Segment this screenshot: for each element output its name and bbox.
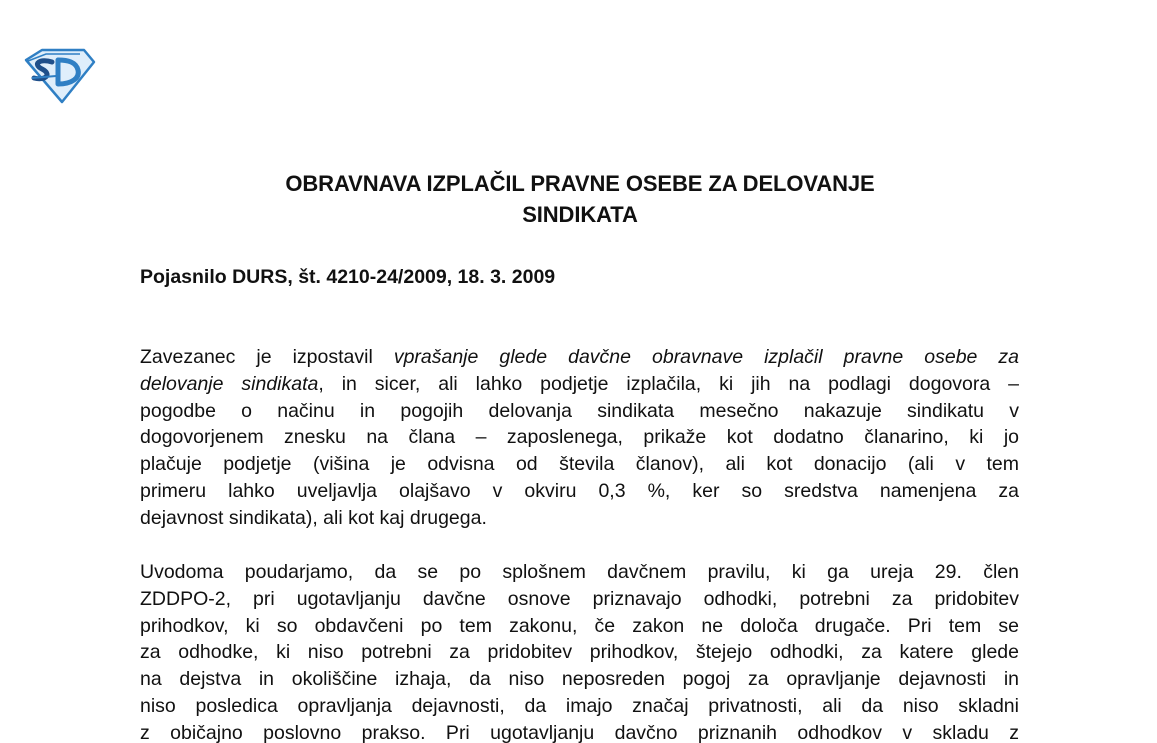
paragraph-line: delovanje sindikata, in sicer, ali lahko podjetje izplačila, ki jih na podlagi dogovora – (140, 372, 1019, 395)
document-title (140, 168, 1020, 230)
paragraph-line: Uvodoma poudarjamo, da se po splošnem davčnem pravilu, ki ga ureja 29. člen (140, 561, 1019, 583)
title-line-1: OBRAVNAVA IZPLAČIL PRAVNE OSEBE ZA DELOVANJE (285, 171, 875, 196)
title-line-2: SINDIKATA (522, 202, 638, 227)
paragraph-explanation (140, 559, 1019, 743)
paragraph-line: dejavnost sindikata), ali kot kaj drugega. (140, 506, 487, 529)
paragraph-line: plačuje podjetje (višina je odvisna od števila članov), ali kot donacijo (ali v tem (140, 453, 1019, 476)
paragraph-line: pogodbe o načinu in pogojih delovanja sindikata mesečno nakazuje sindikatu v (140, 399, 1019, 422)
emphasis-text: delovanje sindikata (140, 372, 319, 395)
paragraph-line: ZDDPO-2, pri ugotavljanju davčne osnove priznavajo odhodki, potrebni za pridobitev (140, 587, 1019, 610)
source-reference: Pojasnilo DURS, št. 4210-24/2009, 18. 3. 2009 (140, 266, 556, 288)
paragraph-line: prihodkov, ki so obdavčeni po tem zakonu, če zakon ne določa drugače. Pri tem se (140, 614, 1019, 637)
paragraph-intro (140, 344, 1019, 532)
paragraph-line: za odhodke, ki niso potrebni za pridobitev prihodkov, štejejo odhodki, za katere glede (140, 641, 1019, 664)
sd-logo-icon (22, 48, 96, 104)
paragraph-line: na dejstva in okoliščine izhaja, da niso neposreden pogoj za opravljanje dejavnosti in (140, 668, 1019, 691)
paragraph-line: niso posledica opravljanja dejavnosti, da imajo značaj privatnosti, ali da niso skladni (140, 694, 1019, 717)
emphasis-text: vprašanje glede davčne obravnave izplačil pravne osebe za (393, 346, 1019, 368)
paragraph-line: primeru lahko uveljavlja olajšavo v okviru 0,3 %, ker so sredstva namenjena za (140, 479, 1019, 502)
paragraph-line: Zavezanec je izpostavil vprašanje glede davčne obravnave izplačil pravne osebe za (140, 346, 1019, 368)
paragraph-line: dogovorjenem znesku na člana – zaposlenega, prikaže kot dodatno članarino, ki jo (140, 426, 1019, 449)
paragraph-line: z običajno poslovno prakso. Pri ugotavljanju davčno priznanih odhodkov v skladu z (140, 721, 1019, 743)
